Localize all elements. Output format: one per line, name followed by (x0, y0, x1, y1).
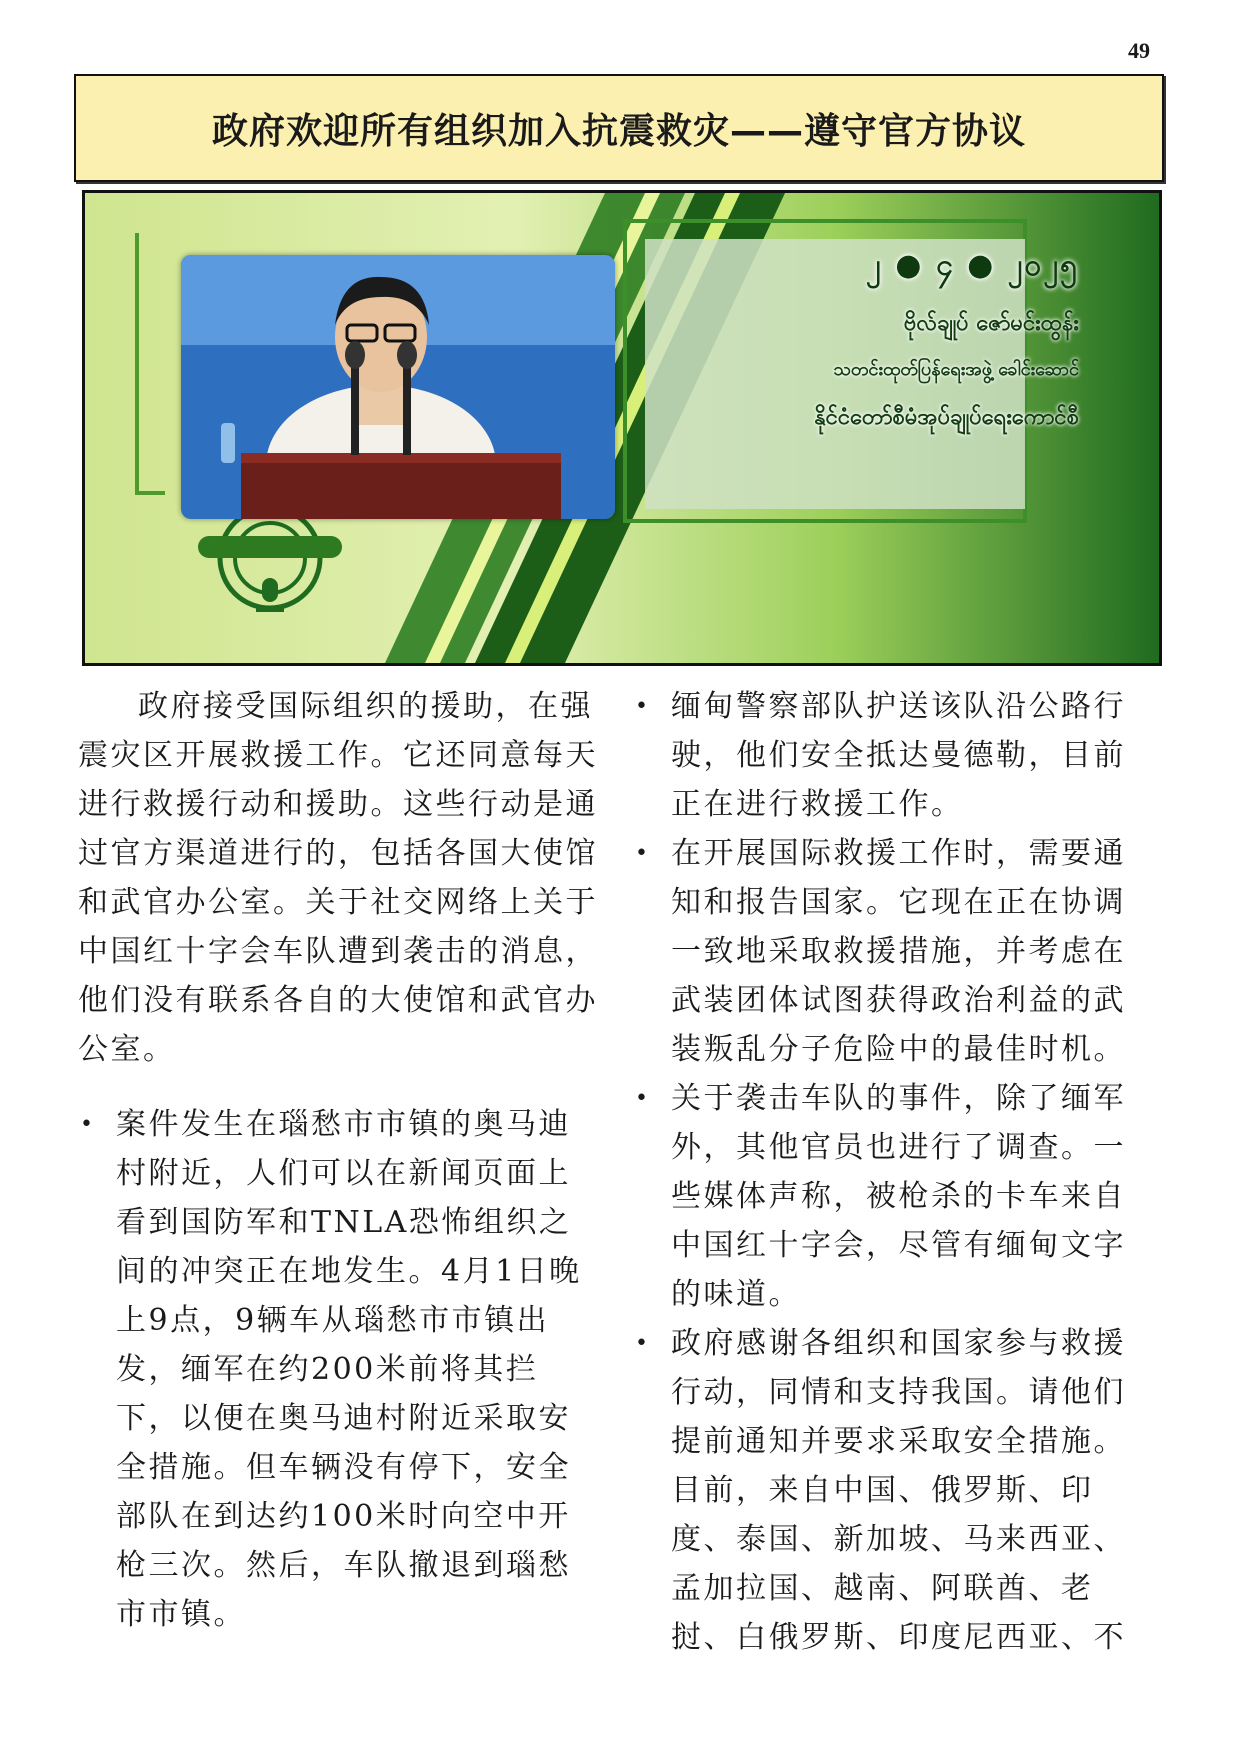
page-number: 49 (1128, 38, 1150, 63)
caption-date: ၂ ● ၄ ● ၂၀၂၅ (866, 248, 1079, 283)
list-item: • 关于袭击车队的事件，除了缅军外，其他官员也进行了调查。一些媒体声称，被枪杀的卡车来自中国红十字会，尽管有缅甸文字的味道。 (633, 1074, 1153, 1319)
podcast-icon (198, 508, 342, 612)
title-box (74, 74, 1164, 182)
left-bullet-list (78, 1100, 598, 1639)
list-item: • 在开展国际救援工作时，需要通知和报告国家。它现在正在协调一致地采取救援措施，并考虑在武装团体试图获得政治利益的武装叛乱分子危险中的最佳时机。 (633, 829, 1153, 1074)
list-item: • 缅甸警察部队护送该队沿公路行驶，他们安全抵达曼德勒，目前正在进行救援工作。 (633, 682, 1153, 829)
photo-caption (814, 245, 1079, 435)
page-title: 政府欢迎所有组织加入抗震救灾——遵守官方协议 (211, 110, 1026, 152)
left-column (78, 682, 598, 1639)
right-column (633, 682, 1153, 1662)
right-bullet-list (633, 682, 1153, 1662)
list-item: • 政府感谢各组织和国家参与救援行动，同情和支持我国。请他们提前通知并要求采取安全措施。目前，来自中国、俄罗斯、印度、泰国、新加坡、马来西亚、孟加拉国、越南、阿联酋、老挝、白俄罗斯、印度尼西亚、不 (633, 1319, 1153, 1662)
caption-organization: နိုင်ငံတော်စီမံအုပ်ချုပ်ရေးကောင်စီ (814, 405, 1079, 430)
intro-paragraph: 政府接受国际组织的援助，在强震灾区开展救援工作。它还同意每天进行救援行动和援助。这些行动是通过官方渠道进行的，包括各国大使馆和武官办公室。关于社交网络上关于中国红十字会车队遭到袭击的消息，他们没有联系各自的大使馆和武官办公室。 (78, 689, 598, 1067)
speaker-image (181, 255, 615, 519)
list-item: • 案件发生在瑙愁市市镇的奥马迪村附近，人们可以在新闻页面上看到国防军和TNLA恐怖组织之间的冲突正在地发生。4月1日晚上9点，9辆车从瑙愁市市镇出发，缅军在约200米前将其拦下，以便在奥马迪村附近采取安全措施。但车辆没有停下，安全部队在到达约100米时向空中开枪三次。然后，车队撤退到瑙愁市市镇。 (78, 1100, 598, 1639)
caption-name: ဗိုလ်ချုပ် ဇော်မင်းထွန်း (903, 311, 1079, 336)
news-photo (82, 190, 1162, 666)
caption-role: သတင်းထုတ်ပြန်ရေးအဖွဲ့ ခေါင်းဆောင် (833, 359, 1079, 380)
